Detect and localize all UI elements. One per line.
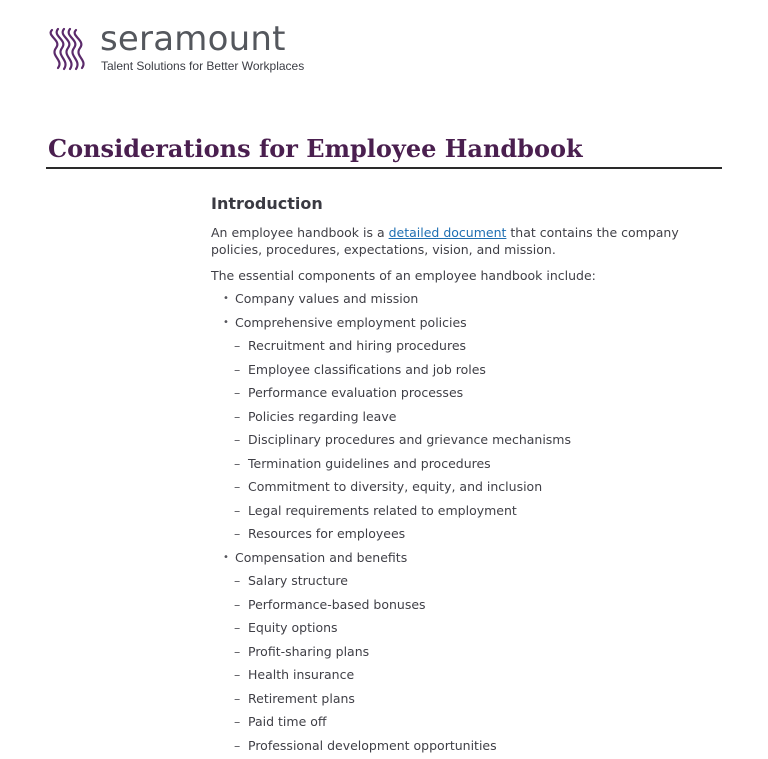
- sub-list-item: – Resources for employees: [211, 524, 711, 548]
- sub-list-item: – Health insurance: [211, 665, 711, 689]
- page-title: Considerations for Employee Handbook: [48, 133, 583, 165]
- list-item: • Company values and mission: [211, 289, 711, 313]
- sub-list-item: – Paid time off: [211, 712, 711, 736]
- brand-tagline: Talent Solutions for Better Workplaces: [101, 59, 304, 73]
- detailed-document-link[interactable]: detailed document: [389, 225, 507, 240]
- sub-list-item: – Policies regarding leave: [211, 407, 711, 431]
- list-item: • Comprehensive employment policies: [211, 313, 711, 337]
- intro-text-before: An employee handbook is a: [211, 225, 389, 240]
- title-divider: [46, 167, 722, 169]
- sub-list-item: – Disciplinary procedures and grievance mechanisms: [211, 430, 711, 454]
- sub-list-item: – Equity options: [211, 618, 711, 642]
- sub-list-item: – Termination guidelines and procedures: [211, 454, 711, 478]
- intro-text-after: that contains the company policies, procedures, expectations, vision, and mission.: [211, 225, 679, 257]
- sub-list-item: – Profit-sharing plans: [211, 642, 711, 666]
- sub-list-item: – Legal requirements related to employment: [211, 501, 711, 525]
- seramount-swirl-icon: [44, 26, 90, 72]
- sub-list-item: – Salary structure: [211, 571, 711, 595]
- sub-list-item: – Recruitment and hiring procedures: [211, 336, 711, 360]
- sub-list-item: – Retirement plans: [211, 689, 711, 713]
- sub-list-item: – Professional development opportunities: [211, 736, 711, 759]
- section-heading-introduction: Introduction: [211, 193, 711, 215]
- sub-list-item: – Employee classifications and job roles: [211, 360, 711, 384]
- list-item: • Compensation and benefits: [211, 548, 711, 572]
- intro-paragraph: [211, 224, 711, 258]
- components-list: [211, 289, 711, 759]
- brand-name: seramount: [100, 17, 286, 61]
- sub-list-item: – Performance-based bonuses: [211, 595, 711, 619]
- sub-list-item: – Commitment to diversity, equity, and inclusion: [211, 477, 711, 501]
- sub-list-item: – Performance evaluation processes: [211, 383, 711, 407]
- main-content: [211, 193, 711, 759]
- brand-logo: [44, 26, 324, 74]
- components-intro-paragraph: The essential components of an employee handbook include:: [211, 267, 711, 284]
